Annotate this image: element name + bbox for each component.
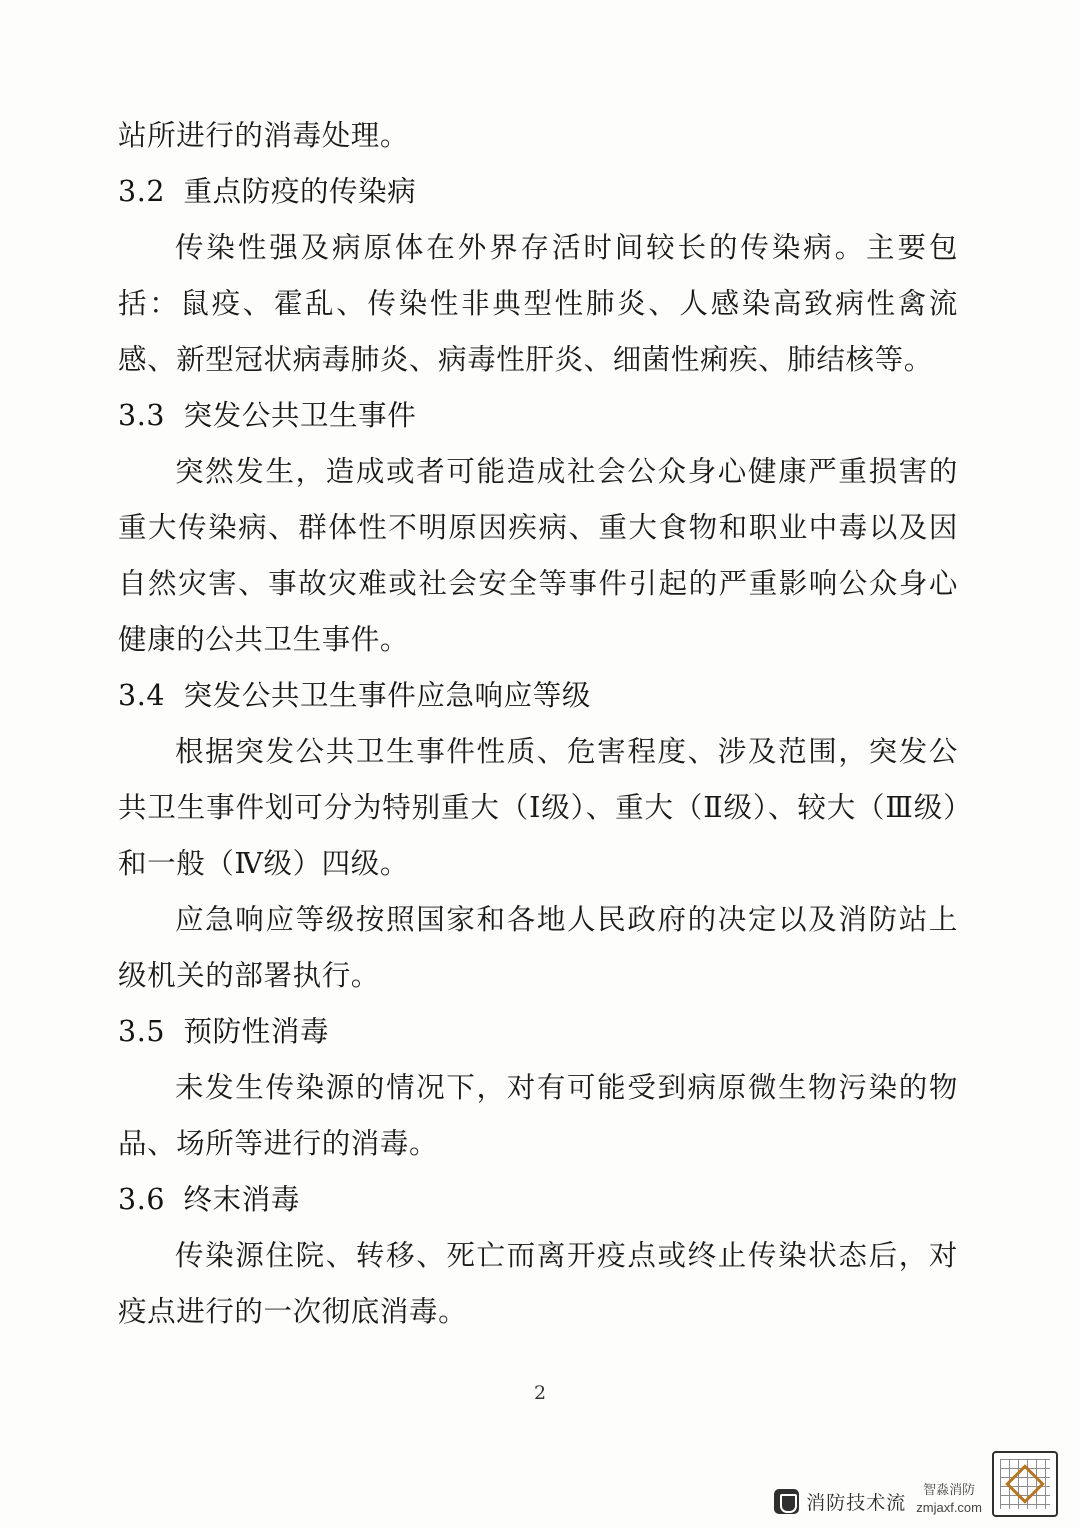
document-body [118, 108, 958, 1340]
heading-3-3 [118, 388, 958, 444]
watermark [774, 1451, 1058, 1517]
paragraph-3-6: 传染源住院、转移、死亡而离开疫点或终止传染状态后，对疫点进行的一次彻底消毒。 [118, 1239, 958, 1328]
heading-3-5 [118, 1004, 958, 1060]
paragraph-continuation: 站所进行的消毒处理。 [118, 119, 410, 152]
heading-number: 3.2 [118, 175, 166, 208]
page-number: 2 [533, 1382, 547, 1404]
paragraph-3-2: 传染性强及病原体在外界存活时间较长的传染病。主要包括：鼠疫、霍乱、传染性非典型性肺炎、人感染高致病性禽流感、新型冠状病毒肺炎、病毒性肝炎、细菌性痢疾、肺结核等。 [118, 231, 958, 376]
wechat-logo-icon [774, 1489, 799, 1514]
watermark-company-block [916, 1482, 982, 1517]
heading-title: 重点防疫的传染病 [183, 175, 417, 208]
paragraph-3-5: 未发生传染源的情况下，对有可能受到病原微生物污染的物品、场所等进行的消毒。 [118, 1071, 958, 1160]
heading-number: 3.6 [118, 1183, 166, 1216]
qr-code-icon [992, 1451, 1058, 1517]
heading-3-4 [118, 668, 958, 724]
paragraph-3-4-a: 根据突发公共卫生事件性质、危害程度、涉及范围，突发公共卫生事件划可分为特别重大（Ⅰ级）、重大（Ⅱ级）、较大（Ⅲ级）和一般（Ⅳ级）四级。 [118, 735, 958, 880]
paragraph-3-4-b: 应急响应等级按照国家和各地人民政府的决定以及消防站上级机关的部署执行。 [118, 903, 958, 992]
watermark-brand-label: 消防技术流 [806, 1493, 907, 1514]
heading-number: 3.3 [118, 399, 166, 432]
heading-title: 预防性消毒 [183, 1015, 330, 1048]
heading-number: 3.5 [118, 1015, 166, 1048]
heading-title: 突发公共卫生事件应急响应等级 [183, 679, 591, 712]
watermark-company: 智淼消防 [923, 1482, 976, 1497]
heading-number: 3.4 [118, 679, 166, 712]
watermark-site: zmjaxf.com [916, 1500, 982, 1515]
watermark-brand [774, 1488, 906, 1515]
watermark-text [774, 1488, 906, 1517]
paragraph-3-3: 突然发生，造成或者可能造成社会公众身心健康严重损害的重大传染病、群体性不明原因疾病、重大食物和职业中毒以及因自然灾害、事故灾难或社会安全等事件引起的严重影响公众身心健康的公共卫生事件。 [118, 455, 958, 656]
heading-title: 终末消毒 [183, 1183, 300, 1216]
heading-3-6 [118, 1172, 958, 1228]
heading-title: 突发公共卫生事件 [183, 399, 417, 432]
heading-3-2 [118, 164, 958, 220]
